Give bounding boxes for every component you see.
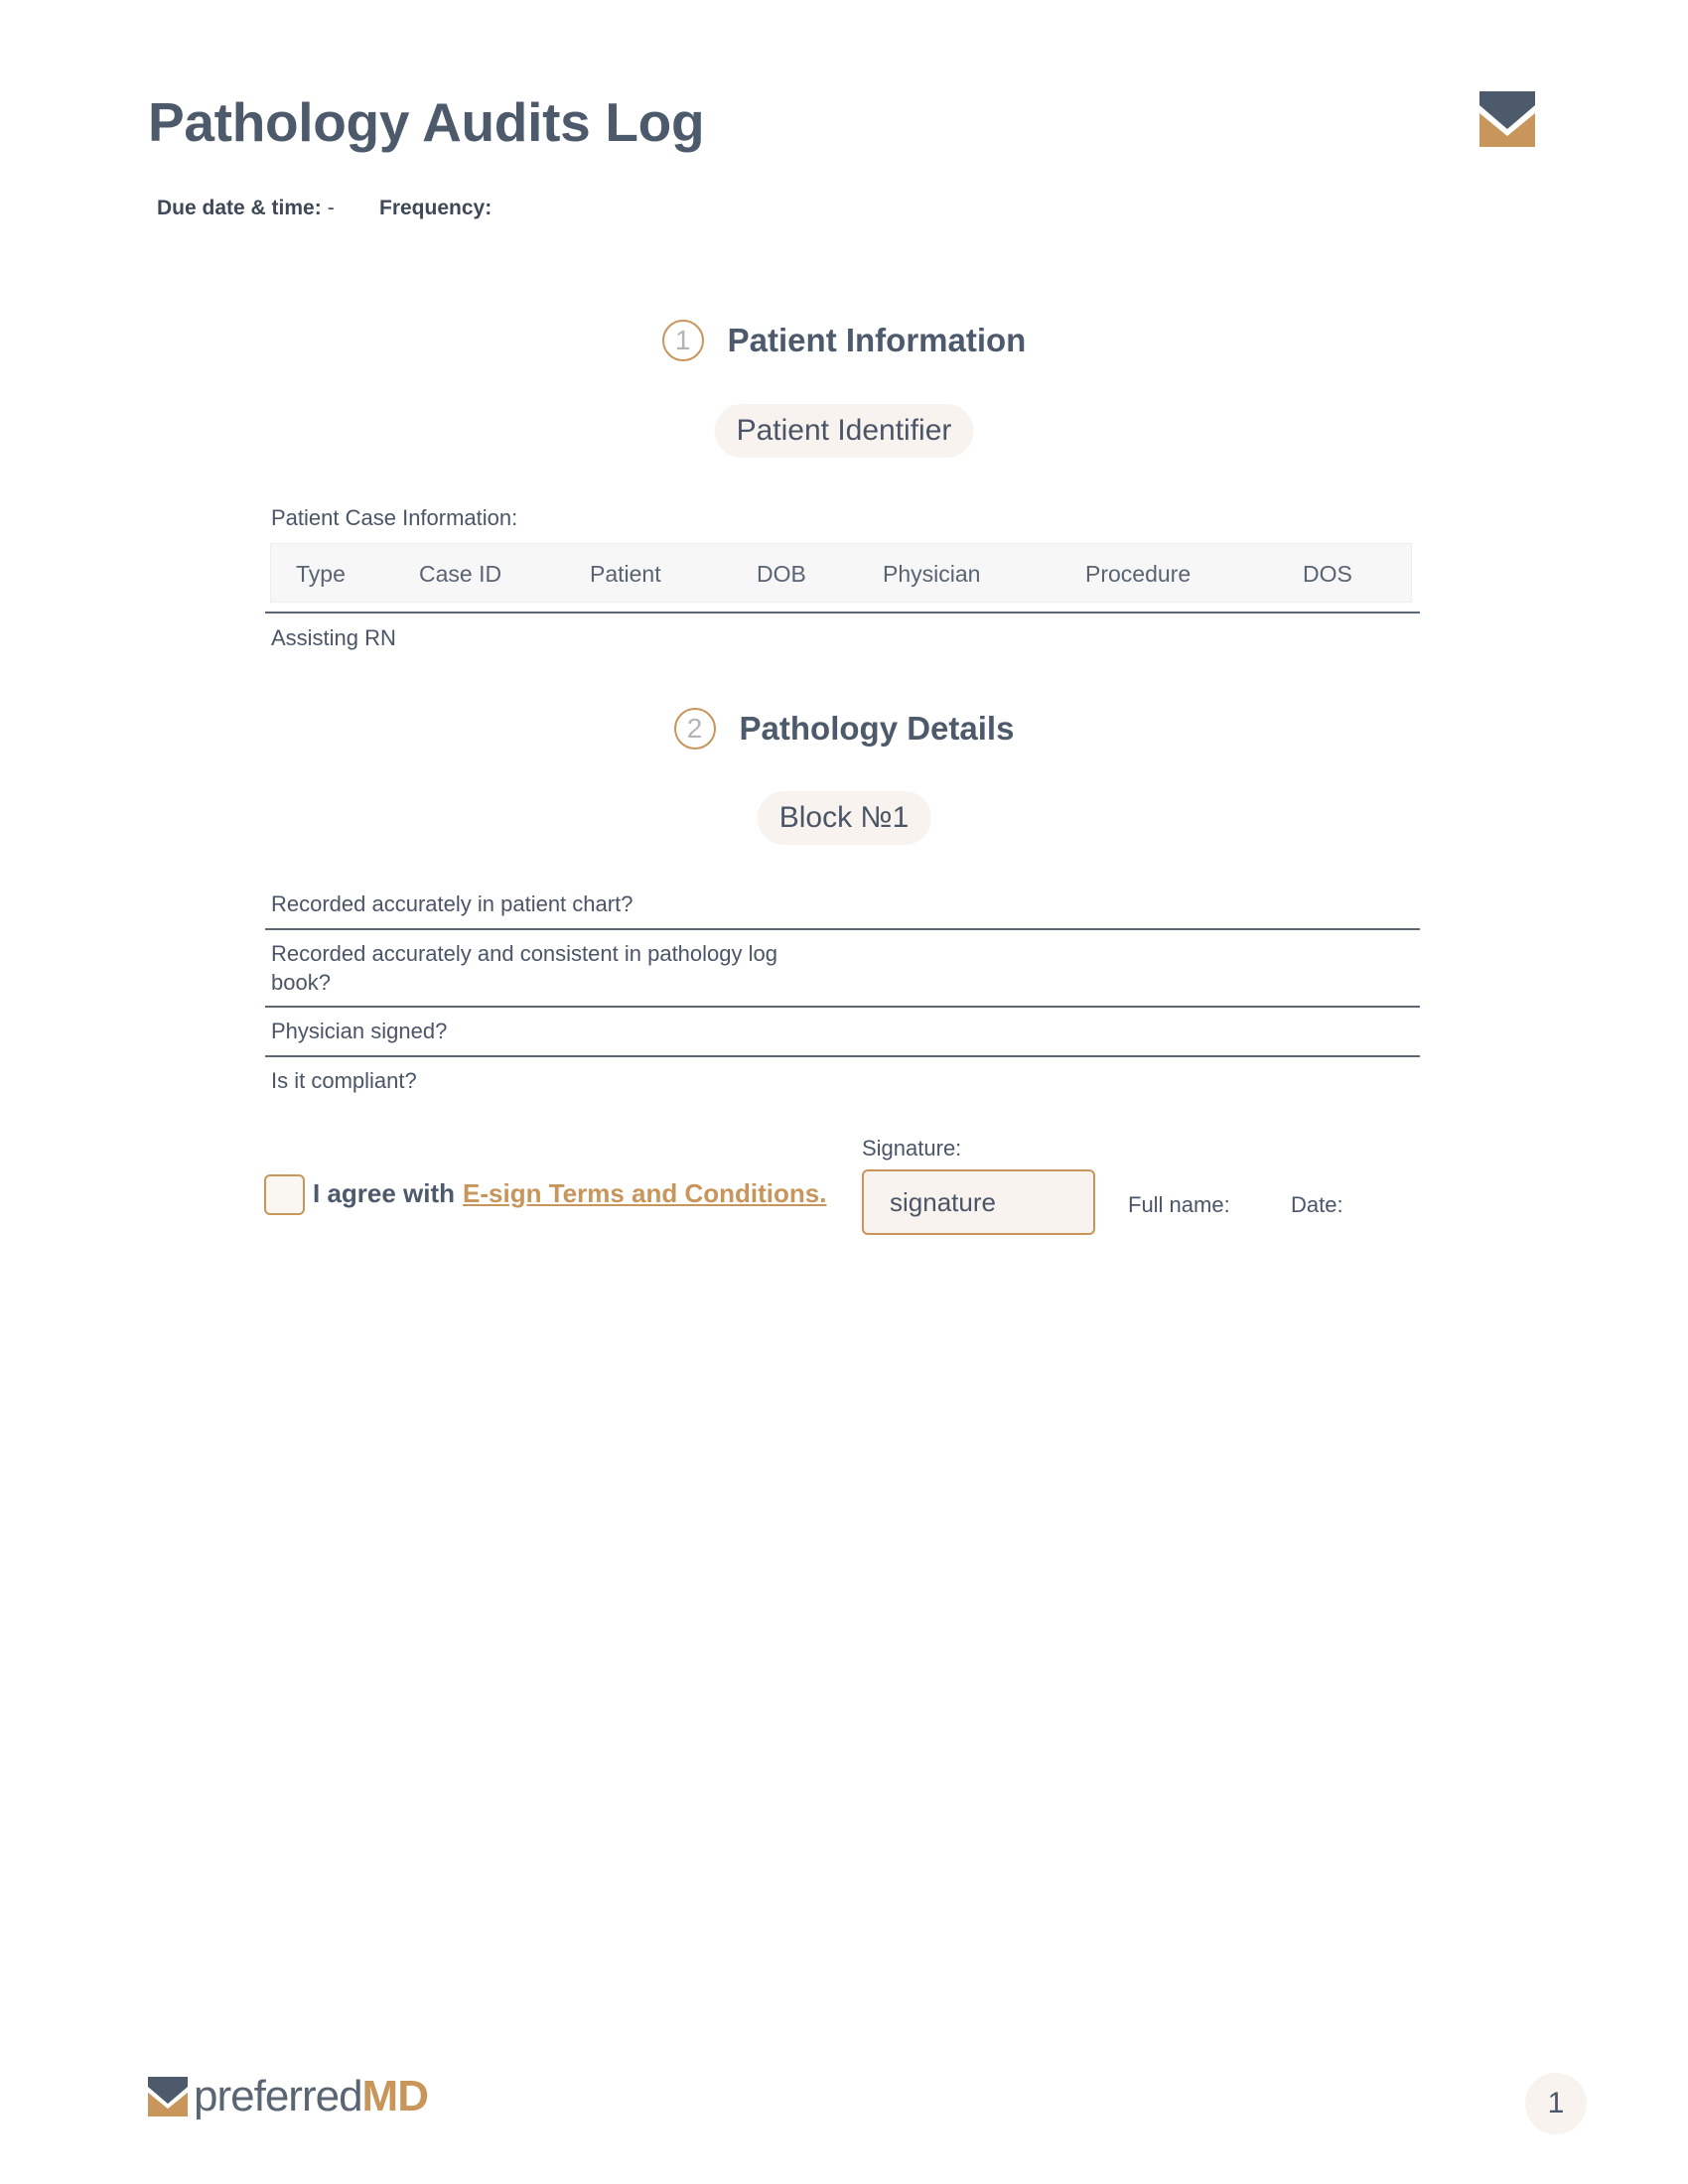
- case-table-header: [270, 543, 1412, 603]
- step-number-2: 2: [674, 708, 716, 750]
- date-label: Date:: [1291, 1192, 1343, 1217]
- section-title: Patient Information: [727, 322, 1027, 358]
- brand-name: [194, 2072, 428, 2121]
- question-physician-signed: Physician signed?: [271, 1019, 448, 1043]
- due-date-field: [157, 197, 335, 220]
- page-title: Pathology Audits Log: [148, 91, 705, 153]
- column-dos: DOS: [1303, 561, 1352, 587]
- terms-link[interactable]: E-sign Terms and Conditions.: [463, 1178, 827, 1208]
- brand-mark-icon: [148, 2076, 188, 2117]
- page-number: 1: [1525, 2073, 1587, 2134]
- due-date-label: Due date & time:: [157, 197, 322, 219]
- divider: [265, 612, 1420, 614]
- column-type: Type: [296, 561, 346, 587]
- brand-main: preferred: [194, 2072, 362, 2120]
- divider: [265, 1055, 1420, 1057]
- section-title: Pathology Details: [739, 710, 1015, 747]
- question-compliant: Is it compliant?: [271, 1068, 417, 1093]
- due-date-value: -: [327, 197, 335, 219]
- frequency-label: Frequency:: [379, 197, 492, 219]
- brand-logo-icon: [1479, 91, 1535, 147]
- question-chart-recorded: Recorded accurately in patient chart?: [271, 891, 633, 916]
- footer-logo: [148, 2072, 428, 2121]
- signature-label: Signature:: [862, 1136, 962, 1160]
- frequency-field: [379, 197, 492, 220]
- section-patient-information: [0, 320, 1688, 361]
- agree-checkbox[interactable]: [264, 1174, 305, 1215]
- section-pathology-details: [0, 708, 1688, 750]
- block-pill: Block №1: [758, 791, 931, 845]
- brand-accent: MD: [361, 2072, 428, 2120]
- assisting-rn-label: Assisting RN: [271, 625, 396, 650]
- column-physician: Physician: [883, 561, 981, 587]
- patient-case-label: Patient Case Information:: [271, 505, 518, 530]
- divider: [265, 928, 1420, 930]
- agree-statement: [313, 1177, 826, 1209]
- column-patient: Patient: [590, 561, 661, 587]
- patient-identifier-pill: Patient Identifier: [715, 404, 974, 458]
- column-procedure: Procedure: [1085, 561, 1192, 587]
- full-name-label: Full name:: [1128, 1192, 1230, 1217]
- question-log-book: Recorded accurately and consistent in pathology log book?: [271, 941, 777, 995]
- column-dob: DOB: [757, 561, 806, 587]
- signature-input[interactable]: signature: [862, 1169, 1095, 1235]
- agree-text: I agree with: [313, 1178, 456, 1208]
- step-number-1: 1: [662, 320, 704, 361]
- divider: [265, 1006, 1420, 1008]
- column-case-id: Case ID: [419, 561, 502, 587]
